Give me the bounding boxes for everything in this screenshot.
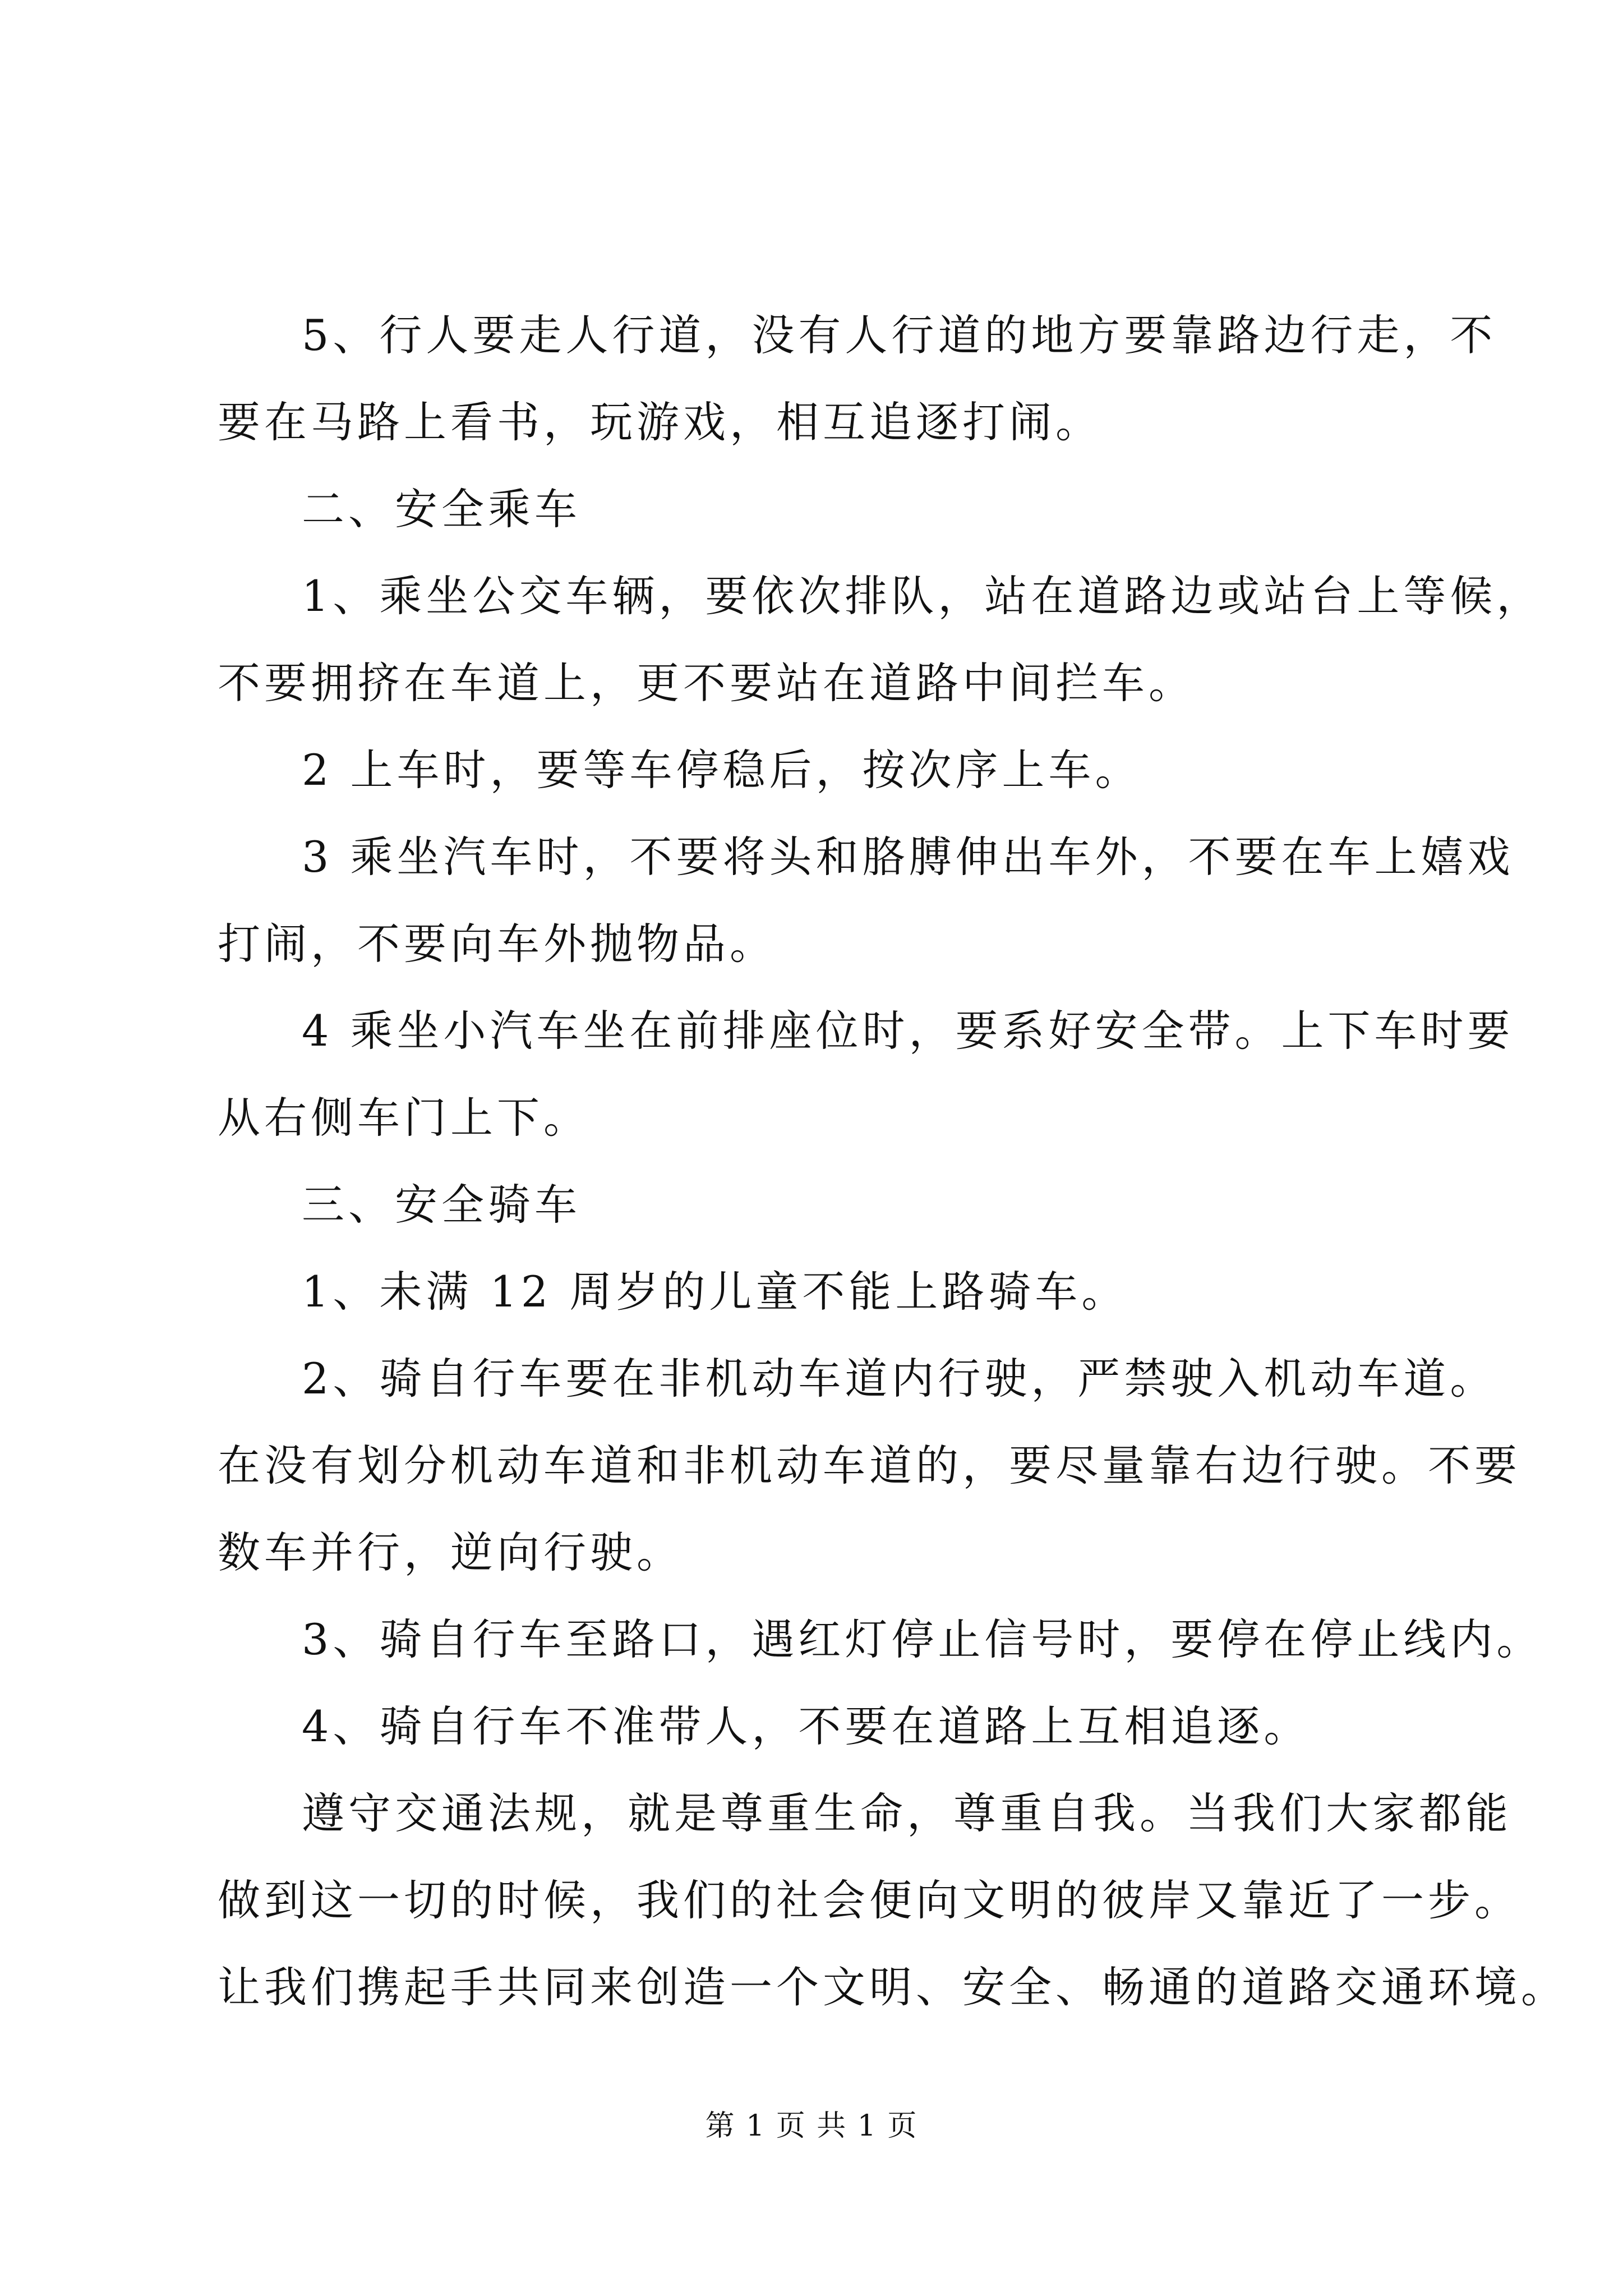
text-line: 4 乘坐小汽车坐在前排座位时，要系好安全带。上下车时要 [302,1006,1514,1056]
text-line: 遵守交通法规，就是尊重生命，尊重自我。当我们大家都能 [302,1788,1512,1838]
text-line: 让我们携起手共同来创造一个文明、安全、畅通的道路交通环境。 [218,1962,1567,2012]
text-line: 在没有划分机动车道和非机动车道的，要尽量靠右边行驶。不要 [218,1441,1521,1490]
text-line: 5、行人要走人行道，没有人行道的地方要靠路边行走，不 [302,310,1497,360]
text-line: 数车并行，逆向行驶。 [218,1527,683,1577]
text-line: 要在马路上看书，玩游戏，相互追逐打闹。 [218,397,1102,447]
text-line: 1、乘坐公交车辆，要依次排队，站在道路边或站台上等候， [302,571,1543,621]
text-line: 从右侧车门上下。 [218,1093,590,1143]
text-line: 1、未满 12 周岁的儿童不能上路骑车。 [302,1267,1128,1317]
section-heading: 三、安全骑车 [302,1180,581,1230]
text-line: 2、骑自行车要在非机动车道内行驶，严禁驶入机动车道。 [302,1354,1497,1404]
page-number-footer: 第 1 页 共 1 页 [705,2109,918,2143]
text-line: 打闹，不要向车外抛物品。 [218,919,776,969]
text-line: 2 上车时，要等车停稳后，按次序上车。 [302,745,1142,795]
text-line: 不要拥挤在车道上，更不要站在道路中间拦车。 [218,658,1195,708]
document-body [218,292,1567,2031]
text-line: 4、骑自行车不准带人，不要在道路上互相追逐。 [302,1701,1311,1751]
section-heading: 二、安全乘车 [302,484,581,534]
text-line: 做到这一切的时候，我们的社会便向文明的彼岸又靠近了一步。 [218,1875,1521,1925]
text-line: 3、骑自行车至路口，遇红灯停止信号时，要停在停止线内。 [302,1614,1543,1664]
text-line: 3 乘坐汽车时，不要将头和胳膊伸出车外，不要在车上嬉戏 [302,832,1514,882]
